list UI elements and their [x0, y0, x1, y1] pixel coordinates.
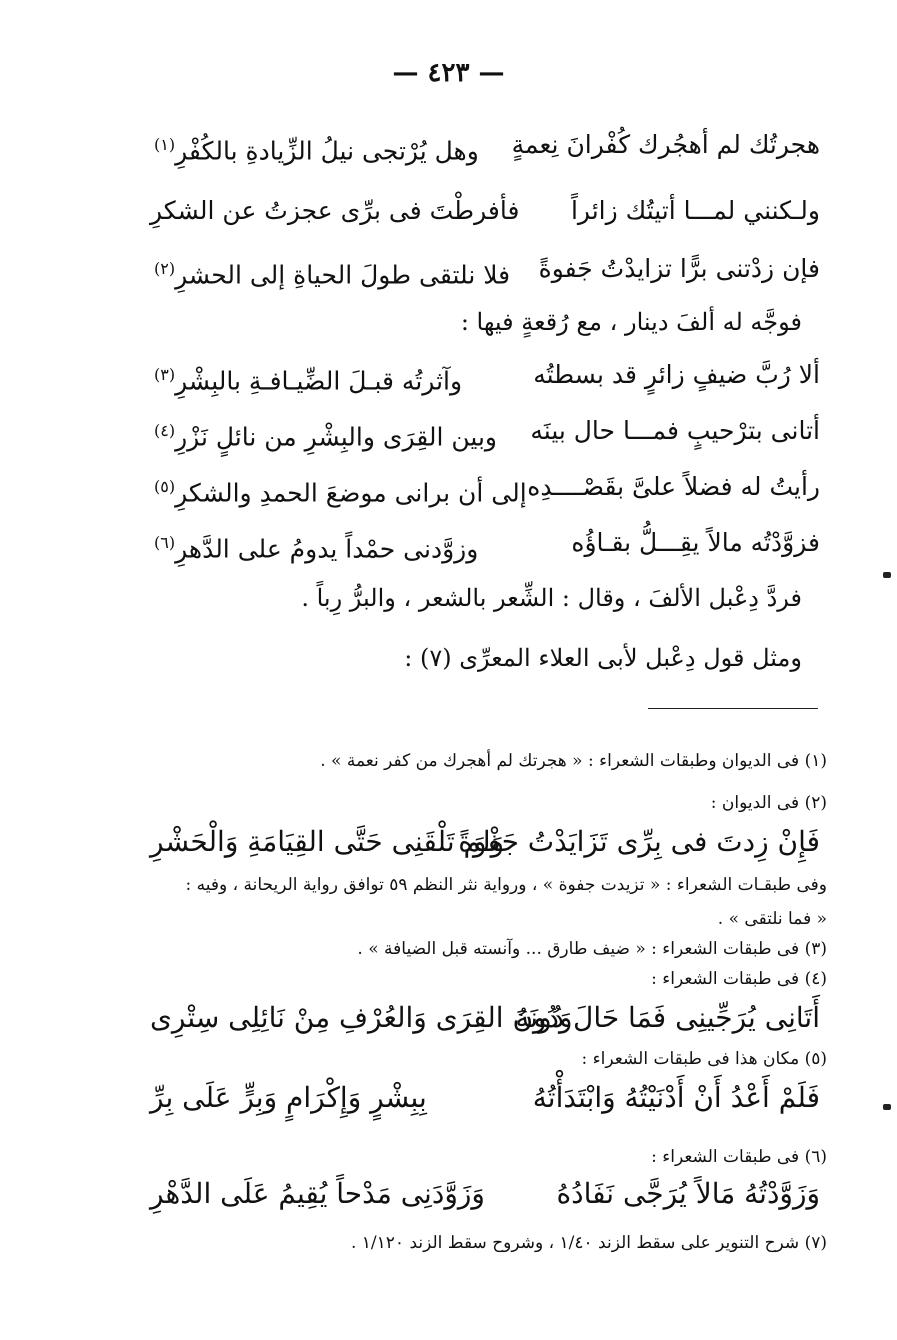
- verse-2-first-hemistich: ولـكنني لمـــا أتيتُك زائراً: [570, 196, 820, 225]
- verse-7-second-hemistich: [150, 520, 478, 572]
- verse-6: [150, 464, 820, 510]
- footnote-2-line-1: وفى طبقـات الشعراء : « تزيدت جفوة » ، ورواية نثر النظم ٥٩ توافق رواية الريحانة ، وفيه :: [185, 875, 827, 895]
- verse-5-second-hemistich: [150, 408, 497, 460]
- verse-7-second-text: وزوَّدنى حمْداً يدومُ على الدَّهرِ: [175, 534, 479, 564]
- verse-6-second-text: إلى أن برانى موضعَ الحمدِ والشكرِ: [175, 478, 527, 508]
- footnote-5-verse-first: فَلَمْ أَعْدُ أَنْ أَدْنَيْتُهُ وَابْتَدَأْتُهُ: [532, 1081, 820, 1114]
- footnote-7: (٧) شرح التنوير على سقط الزند ١/٤٠ ، وشروح سقط الزند ١/١٢٠ .: [350, 1233, 827, 1253]
- footnote-divider: [648, 708, 818, 709]
- verse-7-first-hemistich: فزوَّدْتُه مالاً يقِـــلُّ بقـاؤُه: [571, 528, 820, 557]
- verse-5-first-hemistich: أتانى بترْحيبٍ فمـــا حال بينَه: [530, 416, 820, 445]
- verse-4-second-text: وآثرتُه قبـلَ الضِّيـافـةِ بالبِشْرِ: [175, 366, 463, 396]
- note-ref-4: (٤): [154, 421, 176, 440]
- prose-line-1: فوجَّه له ألفَ دينار ، مع رُقعةٍ فيها :: [460, 308, 802, 336]
- footnote-4-verse-first: أَتَانِى يُرَجِّينِى فَمَا حَالَ دُونَهُ: [515, 1001, 820, 1034]
- footnote-4-verse: [150, 996, 820, 1040]
- verse-3-second-hemistich: [150, 246, 510, 298]
- verse-6-first-hemistich: رأيتُ له فضلاً علىَّ بقَصْــــدِه: [527, 472, 820, 501]
- scan-edge-mark: [883, 1104, 891, 1110]
- verse-7: [150, 520, 820, 566]
- footnote-6-verse-second: وَزَوَّدَنِى مَدْحاً يُقِيمُ عَلَى الدَّهْرِ: [150, 1177, 485, 1210]
- footnote-6-verse-first: وَزَوَّدْتُهُ مَالاً يُرَجَّى نَفَادُهُ: [556, 1177, 820, 1210]
- footnote-2-line-2: « فما نلتقى » .: [717, 909, 827, 929]
- footnote-2-intro: (٢) فى الديوان :: [710, 793, 827, 813]
- page-number: — ٤٢٣ —: [392, 58, 505, 88]
- verse-5-second-text: وبين القِرَى والبِشْرِ من نائلٍ نَزْرِ: [175, 422, 497, 452]
- note-ref-6: (٦): [154, 533, 176, 552]
- verse-1: [150, 122, 820, 168]
- footnote-4-intro: (٤) فى طبقات الشعراء :: [651, 969, 827, 989]
- footnote-2-verse-first: فَإِنْ زِدتَ فى بِرِّى تَزَايَدْتُ جَفْوَةً: [458, 825, 820, 858]
- footnote-6-verse: [150, 1172, 820, 1216]
- footnote-3: (٣) فى طبقات الشعراء : « ضيف طارق ... وآنسته قبل الضيافة » .: [357, 939, 827, 959]
- verse-4-second-hemistich: [150, 352, 462, 404]
- footnote-2-verse-second: وَلم تَلْقَنِى حَتَّى القِيَامَةِ وَالْحَشْرِ: [150, 825, 505, 858]
- note-ref-1: (١): [154, 135, 176, 154]
- verse-3-first-hemistich: فإن زدْتنى برًّا تزايدْتُ جَفوةً: [538, 254, 820, 283]
- scan-edge-mark: [883, 572, 891, 578]
- verse-4-first-hemistich: ألا رُبَّ ضيفٍ زائرٍ قد بسطتُه: [533, 360, 820, 389]
- footnote-1: (١) فى الديوان وطبقات الشعراء : « هجرتك لم أهجرك من كفر نعمة » .: [320, 751, 827, 771]
- footnote-5-verse-second: بِبِشْرٍ وَإِكْرَامٍ وَبِرٍّ عَلَى بِرِّ: [150, 1081, 427, 1114]
- verse-2-second-hemistich: فأفرطْتَ فى برِّى عجزتُ عن الشكرِ: [150, 196, 520, 225]
- verse-1-second-text: وهل يُرْتجى نيلُ الزِّيادةِ بالكُفْرِ: [175, 136, 479, 166]
- prose-line-2: فردَّ دِعْبل الألفَ ، وقال : الشِّعر بالشعر ، والبرُّ رِباً .: [301, 584, 802, 612]
- verse-6-second-hemistich: [150, 464, 527, 516]
- verse-1-first-hemistich: هجرتُك لم أهجُرك كُفْرانَ نِعمةٍ: [511, 130, 820, 159]
- footnote-4-verse-second: وَدُونَ القِرَى وَالعُرْفِ مِنْ نَائِلِى سِتْرِى: [150, 1001, 573, 1034]
- verse-1-second-hemistich: [150, 122, 479, 174]
- footnote-5-intro: (٥) مكان هذا فى طبقات الشعراء :: [581, 1049, 827, 1069]
- note-ref-5: (٥): [154, 477, 176, 496]
- footnote-2-verse: [150, 820, 820, 864]
- verse-3-second-text: فلا نلتقى طولَ الحياةِ إلى الحشرِ: [175, 260, 511, 290]
- verse-3: [150, 246, 820, 292]
- verse-2: [150, 188, 820, 234]
- note-ref-3: (٣): [154, 365, 176, 384]
- footnote-5-verse: [150, 1076, 820, 1120]
- verse-5: [150, 408, 820, 454]
- prose-line-3: ومثل قول دِعْبل لأبى العلاء المعرِّى (٧) :: [404, 644, 802, 672]
- verse-4: [150, 352, 820, 398]
- footnote-6-intro: (٦) فى طبقات الشعراء :: [651, 1147, 827, 1167]
- note-ref-2: (٢): [154, 259, 176, 278]
